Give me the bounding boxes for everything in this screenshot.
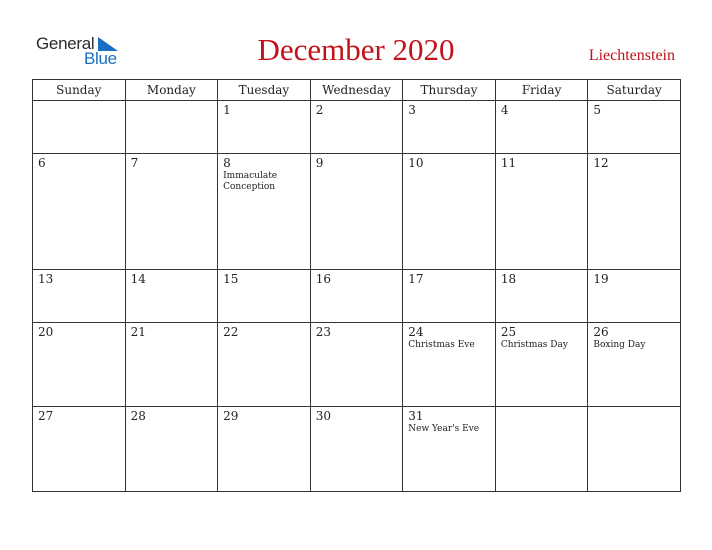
day-number: 10 (408, 155, 424, 170)
day-number: 23 (315, 324, 331, 339)
day-cell (218, 153, 311, 270)
day-cell (588, 322, 681, 407)
day-cell (588, 407, 681, 492)
week-row (33, 101, 681, 154)
day-number: 14 (130, 272, 146, 287)
day-number: 9 (315, 155, 324, 170)
day-number: 3 (408, 103, 416, 117)
day-cell (218, 407, 311, 492)
day-cell (310, 153, 403, 270)
day-number: 20 (38, 324, 54, 339)
day-cell (218, 270, 311, 323)
day-number: 12 (593, 155, 609, 170)
day-cell (125, 407, 218, 492)
day-number: 30 (315, 409, 331, 424)
day-number: 31 (408, 409, 424, 424)
day-number: 11 (500, 155, 517, 170)
day-cell (403, 407, 496, 492)
weekday-header: Wednesday (310, 80, 403, 101)
day-number: 8 (223, 155, 231, 170)
day-number: 2 (315, 103, 324, 117)
day-number: 6 (38, 155, 46, 170)
day-cell (588, 101, 681, 154)
logo-word-blue: Blue (84, 49, 117, 68)
day-cell (33, 270, 126, 323)
day-number: 28 (130, 409, 146, 424)
week-row (33, 322, 681, 407)
logo-word-general: General (36, 34, 95, 53)
day-cell (403, 101, 496, 154)
day-cell (495, 153, 588, 270)
weekday-header-row (33, 80, 681, 101)
country-name: Liechtenstein (588, 47, 675, 64)
day-cell (218, 101, 311, 154)
day-cell (310, 407, 403, 492)
day-number: 19 (593, 272, 609, 287)
calendar-title: December 2020 (257, 32, 455, 67)
day-cell (125, 322, 218, 407)
day-cell (33, 322, 126, 407)
day-number: 29 (223, 409, 239, 424)
weekday-header: Tuesday (218, 80, 311, 101)
week-row (33, 270, 681, 323)
day-cell (125, 153, 218, 270)
day-cell (495, 101, 588, 154)
day-cell (495, 407, 588, 492)
day-number: 1 (223, 103, 231, 117)
day-number: 13 (38, 272, 54, 287)
day-cell (310, 270, 403, 323)
weekday-header: Friday (495, 80, 588, 101)
day-number: 24 (408, 324, 424, 339)
day-cell (33, 407, 126, 492)
day-number: 18 (500, 272, 517, 287)
day-cell (495, 270, 588, 323)
weekday-header: Monday (125, 80, 218, 101)
day-cell (495, 322, 588, 407)
day-number: 16 (315, 272, 331, 287)
weekday-header: Saturday (588, 80, 681, 101)
day-cell (125, 270, 218, 323)
calendar-grid (32, 79, 681, 492)
weekday-header: Sunday (33, 80, 126, 101)
holiday-label: Boxing Day (593, 339, 646, 350)
weekday-header: Thursday (403, 80, 496, 101)
holiday-label: Christmas Eve (408, 339, 475, 350)
day-cell (218, 322, 311, 407)
week-row (33, 153, 681, 270)
day-cell (403, 322, 496, 407)
holiday-label: Immaculate Conception (223, 170, 278, 192)
day-number: 7 (130, 155, 139, 170)
week-row (33, 407, 681, 492)
day-number: 5 (593, 103, 602, 117)
day-number: 17 (408, 272, 424, 287)
day-cell (403, 153, 496, 270)
day-cell (310, 101, 403, 154)
day-number: 27 (38, 409, 54, 424)
day-number: 21 (130, 324, 146, 339)
day-cell (403, 270, 496, 323)
day-cell (310, 322, 403, 407)
day-cell (33, 101, 126, 154)
day-number: 4 (500, 103, 509, 117)
day-number: 26 (593, 324, 609, 339)
day-cell (588, 153, 681, 270)
day-cell (588, 270, 681, 323)
day-number: 25 (500, 324, 517, 339)
day-cell (125, 101, 218, 154)
day-number: 15 (223, 272, 239, 287)
holiday-label: Christmas Day (500, 339, 568, 350)
day-cell (33, 153, 126, 270)
day-number: 22 (223, 324, 239, 339)
holiday-label: New Year's Eve (408, 424, 480, 435)
